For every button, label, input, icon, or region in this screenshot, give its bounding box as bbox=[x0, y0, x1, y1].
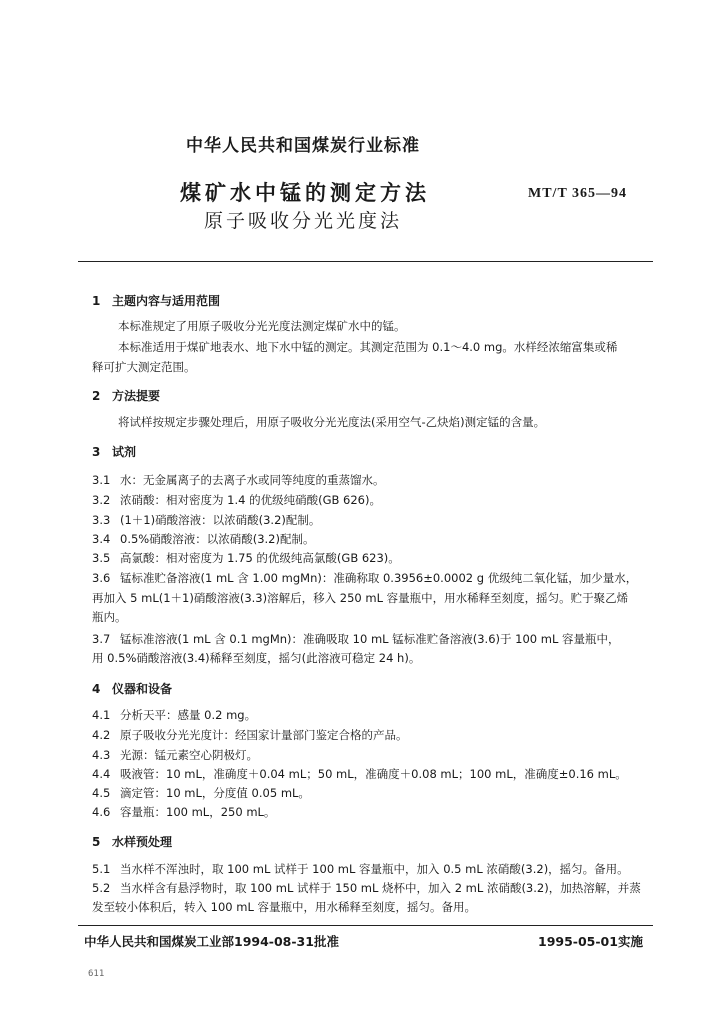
list-item: 4.2 原子吸收分光光度计：经国家计量部门鉴定合格的产品。 bbox=[92, 728, 408, 742]
section-heading: 3 试剂 bbox=[92, 445, 137, 459]
section-heading: 5 水样预处理 bbox=[92, 835, 173, 849]
section-heading: 1 主题内容与适用范围 bbox=[92, 294, 221, 308]
header-rule bbox=[78, 261, 653, 262]
list-item: 3.2 浓硝酸：相对密度为 1.4 的优级纯硝酸(GB 626)。 bbox=[92, 493, 381, 507]
list-item: 4.1 分析天平：感量 0.2 mg。 bbox=[92, 708, 257, 722]
standard-title: 中华人民共和国煤炭行业标准 bbox=[186, 136, 420, 156]
paragraph: 本标准适用于煤矿地表水、地下水中锰的测定。其测定范围为 0.1～4.0 mg。水样经浓缩富集或稀 bbox=[118, 340, 618, 354]
list-item-continuation: 再加入 5 mL(1＋1)硝酸溶液(3.3)溶解后，移入 250 mL 容量瓶中，用水稀释至刻度，摇匀。贮于聚乙烯 bbox=[92, 591, 629, 605]
list-item: 3.5 高氯酸：相对密度为 1.75 的优级纯高氯酸(GB 623)。 bbox=[92, 551, 400, 565]
standard-code: MT/T 365—94 bbox=[528, 186, 628, 201]
paragraph: 释可扩大测定范围。 bbox=[92, 360, 196, 374]
list-item-continuation: 瓶内。 bbox=[92, 610, 127, 624]
list-item: 4.4 吸液管：10 mL，准确度＋0.04 mL；50 mL，准确度＋0.08 mL；100 mL，准确度±0.16 mL。 bbox=[92, 767, 627, 781]
list-item: 5.2 当水样含有悬浮物时，取 100 mL 试样于 150 mL 烧杯中，加入 2 mL 浓硝酸(3.2)，加热溶解，并蒸 bbox=[92, 881, 641, 895]
footer-rule bbox=[78, 925, 653, 926]
section-heading: 4 仪器和设备 bbox=[92, 682, 173, 696]
document-title: 煤矿水中锰的测定方法 bbox=[180, 181, 430, 205]
list-item-continuation: 发至较小体积后，转入 100 mL 容量瓶中，用水稀释至刻度，摇匀。备用。 bbox=[92, 900, 477, 914]
implementation-date: 1995-05-01实施 bbox=[538, 934, 643, 949]
paragraph: 将试样按规定步骤处理后，用原子吸收分光光度法(采用空气-乙炔焰)测定锰的含量。 bbox=[118, 415, 546, 429]
list-item: 4.3 光源：锰元素空心阴极灯。 bbox=[92, 748, 258, 762]
document-subtitle: 原子吸收分光光度法 bbox=[204, 210, 403, 232]
list-item: 3.1 水：无金属离子的去离子水或同等纯度的重蒸馏水。 bbox=[92, 473, 385, 487]
list-item: 4.5 滴定管：10 mL，分度值 0.05 mL。 bbox=[92, 786, 310, 800]
section-heading: 2 方法提要 bbox=[92, 389, 161, 403]
list-item-continuation: 用 0.5%硝酸溶液(3.4)稀释至刻度，摇匀(此溶液可稳定 24 h)。 bbox=[92, 651, 421, 665]
list-item: 3.4 0.5%硝酸溶液：以浓硝酸(3.2)配制。 bbox=[92, 532, 315, 546]
list-item: 3.3 (1＋1)硝酸溶液：以浓硝酸(3.2)配制。 bbox=[92, 513, 321, 527]
page-number: 611 bbox=[88, 969, 105, 979]
approval-line: 中华人民共和国煤炭工业部1994-08-31批准 bbox=[84, 934, 339, 949]
list-item: 4.6 容量瓶：100 mL，250 mL。 bbox=[92, 805, 276, 819]
list-item: 3.7 锰标准溶液(1 mL 含 0.1 mgMn)：准确吸取 10 mL 锰标准贮备溶液(3.6)于 100 mL 容量瓶中， bbox=[92, 632, 620, 646]
paragraph: 本标准规定了用原子吸收分光光度法测定煤矿水中的锰。 bbox=[118, 319, 406, 333]
list-item: 5.1 当水样不浑浊时，取 100 mL 试样于 100 mL 容量瓶中，加入 0.5 mL 浓硝酸(3.2)，摇匀。备用。 bbox=[92, 862, 629, 876]
list-item: 3.6 锰标准贮备溶液(1 mL 含 1.00 mgMn)：准确称取 0.3956±0.0002 g 优级纯二氧化锰，加少量水， bbox=[92, 571, 638, 585]
